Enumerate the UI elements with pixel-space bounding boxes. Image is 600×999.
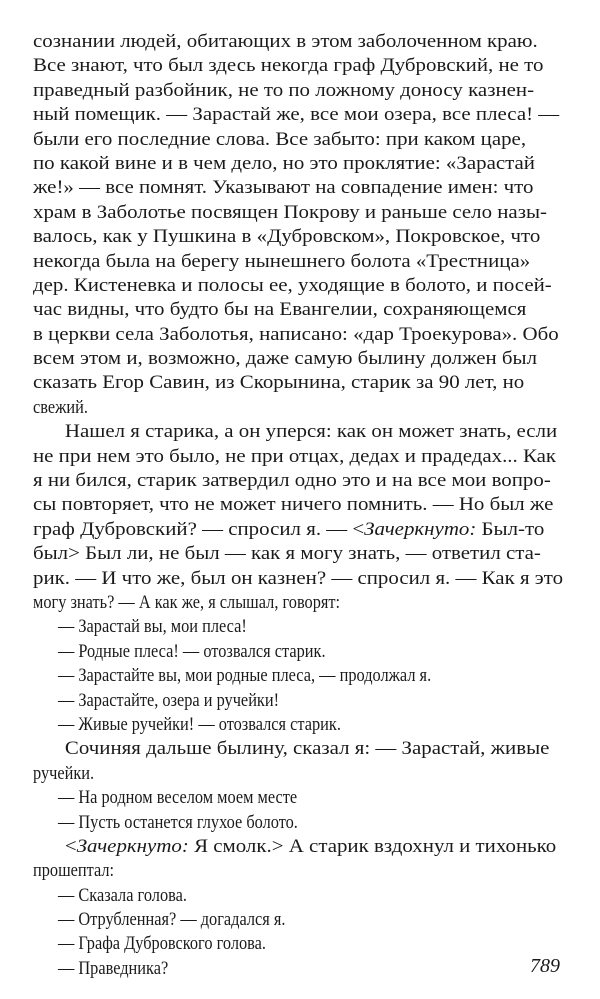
text-line: — Графа Дубровского голова. <box>57 933 267 955</box>
text-line: могу знать? — А как же, я слышал, говорят: <box>33 591 341 613</box>
text-line: — Живые ручейки! — отозвался старик. <box>57 713 341 735</box>
text-span: Я смолк.> А старик вздохнул и тихонько <box>188 835 557 857</box>
text-line: — Родные плеса! — отозвался старик. <box>57 640 326 662</box>
text-line: праведный разбойник, не то по ложному доносу казнен- <box>33 79 535 101</box>
text-span: < <box>64 835 77 857</box>
text-line: был> Был ли, не был — как я могу знать, — ответил ста- <box>33 543 541 565</box>
text-line: же!» — все помнят. Указывают на совпадение имен: что <box>33 177 534 199</box>
text-line: — Зарастайте, озера и ручейки! <box>57 689 280 711</box>
text-line: сознании людей, обитающих в этом заболоченном краю. <box>33 31 538 52</box>
text-line: были его последние слова. Все забыто: при каком царе, <box>33 128 527 150</box>
text-line: Нашел я старика, а он уперся: как он может знать, если <box>64 421 558 443</box>
text-line: прошептал: <box>33 860 115 882</box>
text-line: всем этом и, возможно, даже самую былину должен был <box>33 348 538 370</box>
text-line: сказать Егор Савин, из Скорынина, старик за 90 лет, но <box>33 372 525 394</box>
text-line: — На родном веселом моем месте <box>57 787 298 809</box>
text-line <box>33 518 600 542</box>
text-line: в церкви села Заболотья, написано: «дар Троекурова». Обо <box>33 323 559 345</box>
text-line: рик. — И что же, был он казнен? — спросил я. — Как я это <box>33 567 564 589</box>
text-line <box>33 835 600 859</box>
text-line: ный помещик. — Зарастай же, все мои озера, все плеса! — <box>33 104 560 126</box>
page-number: 789 <box>530 955 560 977</box>
text-line: свежий. <box>33 396 88 418</box>
text-line: ручейки. <box>33 762 95 784</box>
text-line: — Праведника? <box>57 957 169 979</box>
editorial-note: Зачеркнуто: <box>76 835 189 857</box>
text-span: Был-то <box>476 518 545 540</box>
text-line: по какой вине и в чем дело, но это проклятие: «Зарастай <box>33 152 535 174</box>
page-body <box>33 30 568 981</box>
text-line: — Зарастайте вы, мои родные плеса, — продолжал я. <box>57 665 432 687</box>
text-line: не при нем это было, не при отцах, дедах и прадедах... Как <box>33 445 557 467</box>
text-line: Сочиняя дальше былину, сказал я: — Зарастай, живые <box>64 738 550 760</box>
text-line: — Пусть останется глухое болото. <box>57 811 298 833</box>
text-line: храм в Заболотье посвящен Покрову и раньше село назы- <box>33 201 547 223</box>
text-line: некогда была на берегу нынешнего болота «Трестница» <box>33 250 531 272</box>
text-line: Все знают, что был здесь некогда граф Дубровский, не то <box>33 55 544 77</box>
text-line: валось, как у Пушкина в «Дубровском», Покровское, что <box>33 226 541 248</box>
text-span: граф Дубровский? — спросил я. — < <box>33 518 365 540</box>
text-line: — Отрубленная? — догадался я. <box>57 909 286 931</box>
text-line: дер. Кистеневка и полосы ее, уходящие в болото, и посей- <box>33 274 552 296</box>
text-line: я ни бился, старик затвердил одно это и на все мои вопро- <box>33 470 551 492</box>
text-line: — Зарастай вы, мои плеса! <box>57 616 247 638</box>
text-line: — Сказала голова. <box>57 884 187 906</box>
editorial-note: Зачеркнуто: <box>364 518 477 540</box>
text-line: час видны, что будто бы на Евангелии, сохраняющемся <box>33 299 527 321</box>
text-line: сы повторяет, что не может ничего помнить. — Но был же <box>33 494 554 516</box>
